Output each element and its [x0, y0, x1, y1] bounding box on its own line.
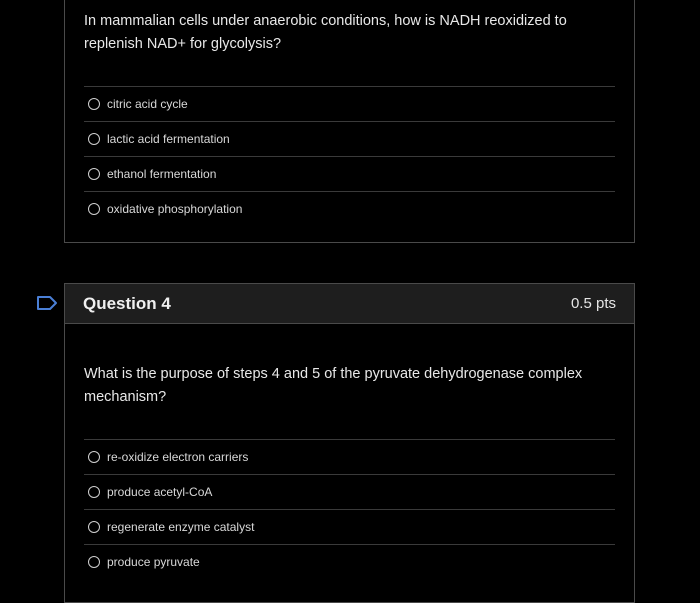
answer-option[interactable]	[84, 191, 615, 226]
answer-option[interactable]	[84, 156, 615, 191]
question-4-title: Question 4	[83, 294, 171, 313]
answer-label: produce acetyl-CoA	[107, 485, 213, 499]
question-4-points: 0.5 pts	[570, 295, 616, 312]
answer-option[interactable]	[84, 121, 615, 156]
answer-label: ethanol fermentation	[107, 167, 217, 181]
radio-unselected-icon[interactable]	[88, 486, 100, 498]
answer-label: produce pyruvate	[107, 555, 200, 569]
radio-unselected-icon[interactable]	[88, 98, 100, 110]
radio-unselected-icon[interactable]	[88, 133, 100, 145]
question-4-text: What is the purpose of steps 4 and 5 of the pyruvate dehydrogenase complex mechanism?	[84, 366, 583, 405]
answer-option[interactable]	[84, 474, 615, 509]
answer-label: oxidative phosphorylation	[107, 202, 243, 216]
radio-unselected-icon[interactable]	[88, 556, 100, 568]
answer-option[interactable]	[84, 439, 615, 474]
question-3-card	[64, 0, 635, 243]
answer-option[interactable]	[84, 544, 615, 579]
radio-unselected-icon[interactable]	[88, 521, 100, 533]
question-4-header	[65, 284, 634, 324]
question-3-text: In mammalian cells under anaerobic conditions, how is NADH reoxidized to replenish NAD+ for glycolysis?	[84, 13, 567, 52]
question-4-card	[64, 283, 635, 603]
answer-label: regenerate enzyme catalyst	[107, 520, 255, 534]
flag-outline-icon[interactable]	[36, 295, 58, 311]
radio-unselected-icon[interactable]	[88, 168, 100, 180]
question-4-answers	[84, 439, 615, 579]
question-3-answers	[84, 86, 615, 226]
answer-label: re-oxidize electron carriers	[107, 450, 249, 464]
answer-option[interactable]	[84, 509, 615, 544]
answer-label: citric acid cycle	[107, 97, 188, 111]
radio-unselected-icon[interactable]	[88, 203, 100, 215]
answer-option[interactable]	[84, 86, 615, 121]
answer-label: lactic acid fermentation	[107, 132, 230, 146]
radio-unselected-icon[interactable]	[88, 451, 100, 463]
